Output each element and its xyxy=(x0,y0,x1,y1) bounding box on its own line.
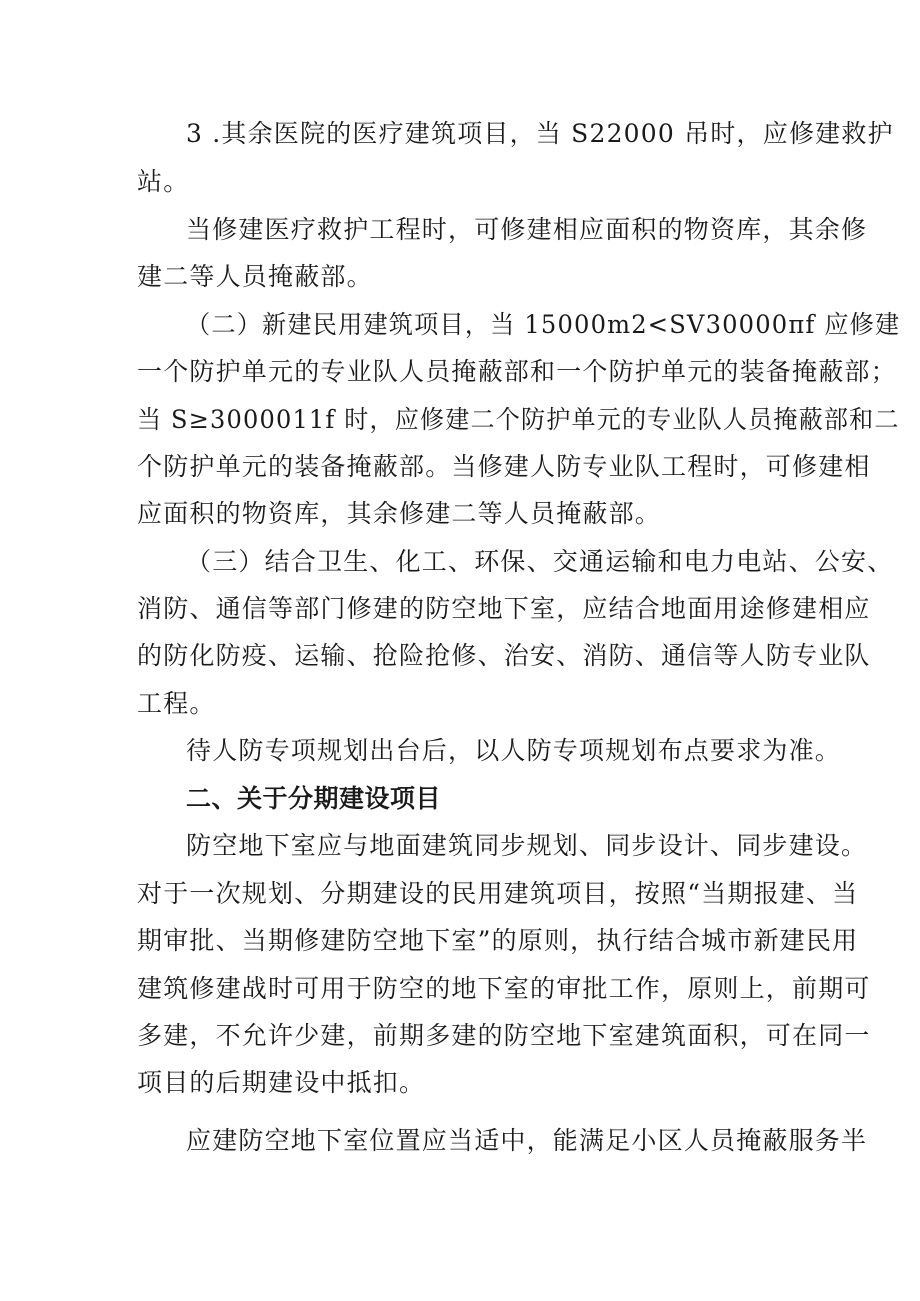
paragraph-line: 待人防专项规划出台后，以人防专项规划布点要求为准。 xyxy=(186,736,842,765)
paragraph-line: 期审批、当期修建防空地下室”的原则，执行结合城市新建民用 xyxy=(137,926,859,955)
paragraph-line: 3 .其余医院的医疗建筑项目，当 S22000 吊时，应修建救护 xyxy=(186,119,894,148)
paragraph-line: 应建防空地下室位置应当适中，能满足小区人员掩蔽服务半 xyxy=(186,1126,868,1155)
paragraph-line: 工程。 xyxy=(137,689,216,718)
paragraph-line: 建筑修建战时可用于防空的地下室的审批工作，原则上，前期可 xyxy=(137,974,871,1003)
paragraph-line: 应面积的物资库，其余修建二等人员掩蔽部。 xyxy=(137,499,662,528)
paragraph-line: 防空地下室应与地面建筑同步规划、同步设计、同步建设。 xyxy=(186,831,868,860)
paragraph-line: 一个防护单元的专业队人员掩蔽部和一个防护单元的装备掩蔽部； xyxy=(137,357,897,386)
paragraph-line: 建二等人员掩蔽部。 xyxy=(137,262,373,291)
paragraph-line: 消防、通信等部门修建的防空地下室，应结合地面用途修建相应 xyxy=(137,594,871,623)
paragraph-line: 对于一次规划、分期建设的民用建筑项目，按照“当期报建、当 xyxy=(137,879,859,908)
paragraph-line: 的防化防疫、运输、抢险抢修、治安、消防、通信等人防专业队 xyxy=(137,641,871,670)
paragraph-line: 多建，不允许少建，前期多建的防空地下室建筑面积，可在同一 xyxy=(137,1021,871,1050)
section-heading: 二、关于分期建设项目 xyxy=(186,784,442,813)
paragraph-line: 个防护单元的装备掩蔽部。当修建人防专业队工程时，可修建相 xyxy=(137,452,871,481)
paragraph-line: （三）结合卫生、化工、环保、交通运输和电力电站、公安、 xyxy=(186,547,894,576)
paragraph-line: 站。 xyxy=(137,167,190,196)
paragraph-line: 当修建医疗救护工程时，可修建相应面积的物资库，其余修 xyxy=(186,215,868,244)
paragraph-line: 当 S≥3000011f 时，应修建二个防护单元的专业队人员掩蔽部和二 xyxy=(137,405,900,434)
paragraph-line: 项目的后期建设中抵扣。 xyxy=(137,1068,426,1097)
paragraph-line: （二）新建民用建筑项目，当 15000m2<SV30000πf 应修建 xyxy=(186,310,901,339)
